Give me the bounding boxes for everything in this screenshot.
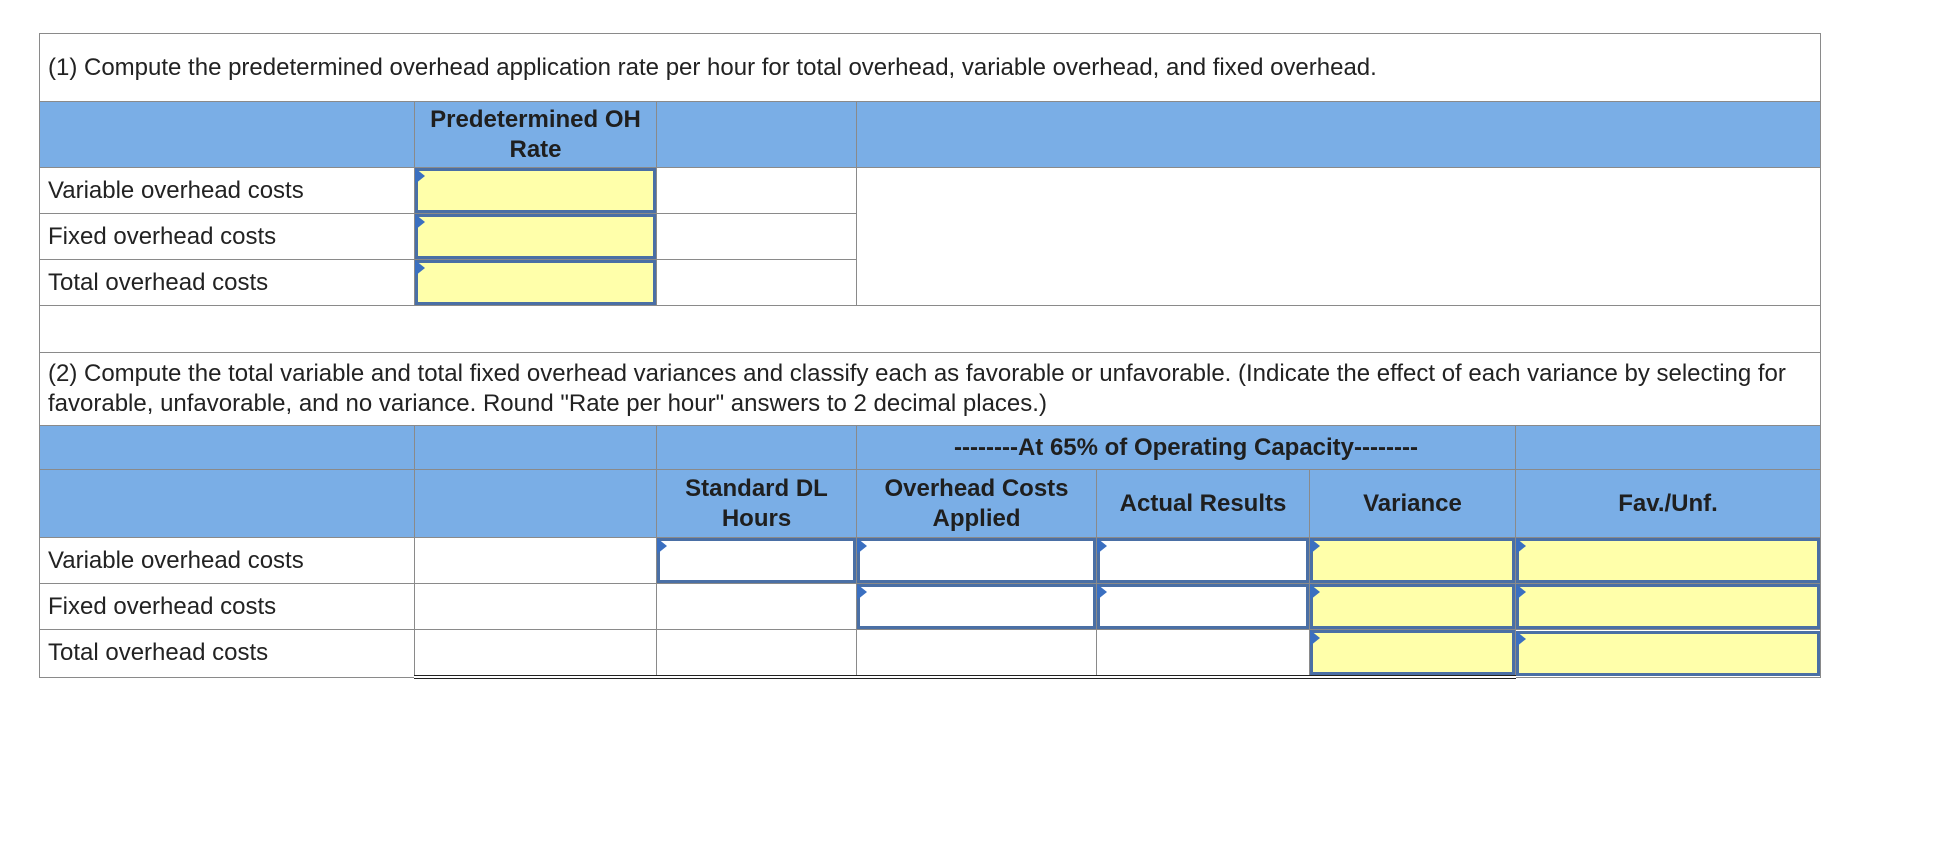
- part1-instruction: (1) Compute the predetermined overhead application rate per hour for total overhead, variable overhead, and fixed overhead.: [40, 34, 1821, 102]
- part2-fixed-variance-cell: [1310, 584, 1516, 630]
- part2-fixed-applied-input[interactable]: [857, 584, 1096, 629]
- part2-fixed-dl-hours-cell: [657, 584, 857, 630]
- part2-variable-favunf-select[interactable]: [1516, 538, 1820, 583]
- part2-variable-variance-input[interactable]: [1310, 538, 1515, 583]
- part2-variable-applied-cell: [857, 538, 1097, 584]
- part2-fixed-favunf-cell: [1516, 584, 1821, 630]
- part2-header-overhead-costs-applied: Overhead Costs Applied: [857, 470, 1097, 538]
- part2-variable-applied-input[interactable]: [857, 538, 1096, 583]
- part2-header-actual-results: Actual Results: [1097, 470, 1310, 538]
- part2-row-label-fixed: Fixed overhead costs: [40, 584, 415, 630]
- part1-fixed-rate-cell: [415, 214, 657, 260]
- overhead-worksheet-table: [39, 33, 1821, 679]
- input-marker-icon: [415, 168, 425, 184]
- part2-variable-favunf-cell: [1516, 538, 1821, 584]
- part2-group-header-blank-4: [1516, 426, 1821, 470]
- part1-row-label-total: Total overhead costs: [40, 260, 415, 306]
- input-marker-icon: [1097, 584, 1107, 600]
- part1-total-rate-cell: [415, 260, 657, 306]
- part2-header-variance: Variance: [1310, 470, 1516, 538]
- part2-total-applied-cell: [857, 630, 1097, 678]
- input-marker-icon: [1310, 538, 1320, 554]
- part1-total-rate-input[interactable]: [415, 260, 656, 305]
- part1-row-label-variable: Variable overhead costs: [40, 168, 415, 214]
- part2-variable-variance-cell: [1310, 538, 1516, 584]
- part2-group-header-blank-2: [415, 426, 657, 470]
- part2-row-label-variable: Variable overhead costs: [40, 538, 415, 584]
- part1-header-blank: [40, 102, 415, 168]
- part2-header-blank-2: [415, 470, 657, 538]
- part2-variable-actual-cell: [1097, 538, 1310, 584]
- part2-header-standard-dl-hours: Standard DL Hours: [657, 470, 857, 538]
- input-marker-icon: [1097, 538, 1107, 554]
- part2-total-actual-cell: [1097, 630, 1310, 678]
- part2-header-blank: [40, 470, 415, 538]
- part2-variable-dl-hours-input[interactable]: [657, 538, 856, 583]
- input-marker-icon: [657, 538, 667, 554]
- part1-variable-rate-input[interactable]: [415, 168, 656, 213]
- part2-total-favunf-cell: [1516, 630, 1821, 678]
- part2-header-fav-unf: Fav./Unf.: [1516, 470, 1821, 538]
- part2-fixed-actual-cell: [1097, 584, 1310, 630]
- part1-empty-area: [857, 168, 1821, 306]
- input-marker-icon: [857, 584, 867, 600]
- input-marker-icon: [1516, 538, 1526, 554]
- part2-total-dl-hours-cell: [657, 630, 857, 678]
- part2-total-variance-cell: [1310, 630, 1516, 678]
- part2-total-variance-input[interactable]: [1310, 630, 1515, 675]
- part1-variable-rate-cell: [415, 168, 657, 214]
- part1-fixed-unit-cell: [657, 214, 857, 260]
- part1-header-predetermined-oh-rate: Predetermined OH Rate: [415, 102, 657, 168]
- part2-group-header-capacity: --------At 65% of Operating Capacity--------: [857, 426, 1516, 470]
- input-marker-icon: [415, 260, 425, 276]
- input-marker-icon: [1516, 631, 1526, 647]
- input-marker-icon: [415, 214, 425, 230]
- section-spacer: [40, 306, 1821, 353]
- part2-row-label-total: Total overhead costs: [40, 630, 415, 678]
- part1-fixed-rate-input[interactable]: [415, 214, 656, 259]
- part2-variable-blank-cell: [415, 538, 657, 584]
- part1-header-blank-3: [857, 102, 1821, 168]
- input-marker-icon: [1310, 630, 1320, 646]
- part2-fixed-favunf-select[interactable]: [1516, 584, 1820, 629]
- part1-variable-unit-cell: [657, 168, 857, 214]
- part2-group-header-blank-3: [657, 426, 857, 470]
- part2-variable-actual-input[interactable]: [1097, 538, 1309, 583]
- part2-fixed-actual-input[interactable]: [1097, 584, 1309, 629]
- part2-instruction: (2) Compute the total variable and total fixed overhead variances and classify each as favorable or unfavorable. (Indicate the effect of each variance by selecting for favorable, unfavorable, and no variance. Round "Rate per hour" answers to 2 decimal places.): [40, 353, 1821, 426]
- part2-total-blank-cell: [415, 630, 657, 678]
- part2-variable-dl-hours-cell: [657, 538, 857, 584]
- part2-total-favunf-select[interactable]: [1516, 631, 1820, 676]
- input-marker-icon: [1516, 584, 1526, 600]
- part2-group-header-blank: [40, 426, 415, 470]
- part1-header-blank-2: [657, 102, 857, 168]
- part1-total-unit-cell: [657, 260, 857, 306]
- input-marker-icon: [857, 538, 867, 554]
- input-marker-icon: [1310, 584, 1320, 600]
- part2-fixed-variance-input[interactable]: [1310, 584, 1515, 629]
- part2-fixed-blank-cell: [415, 584, 657, 630]
- part1-row-label-fixed: Fixed overhead costs: [40, 214, 415, 260]
- part2-fixed-applied-cell: [857, 584, 1097, 630]
